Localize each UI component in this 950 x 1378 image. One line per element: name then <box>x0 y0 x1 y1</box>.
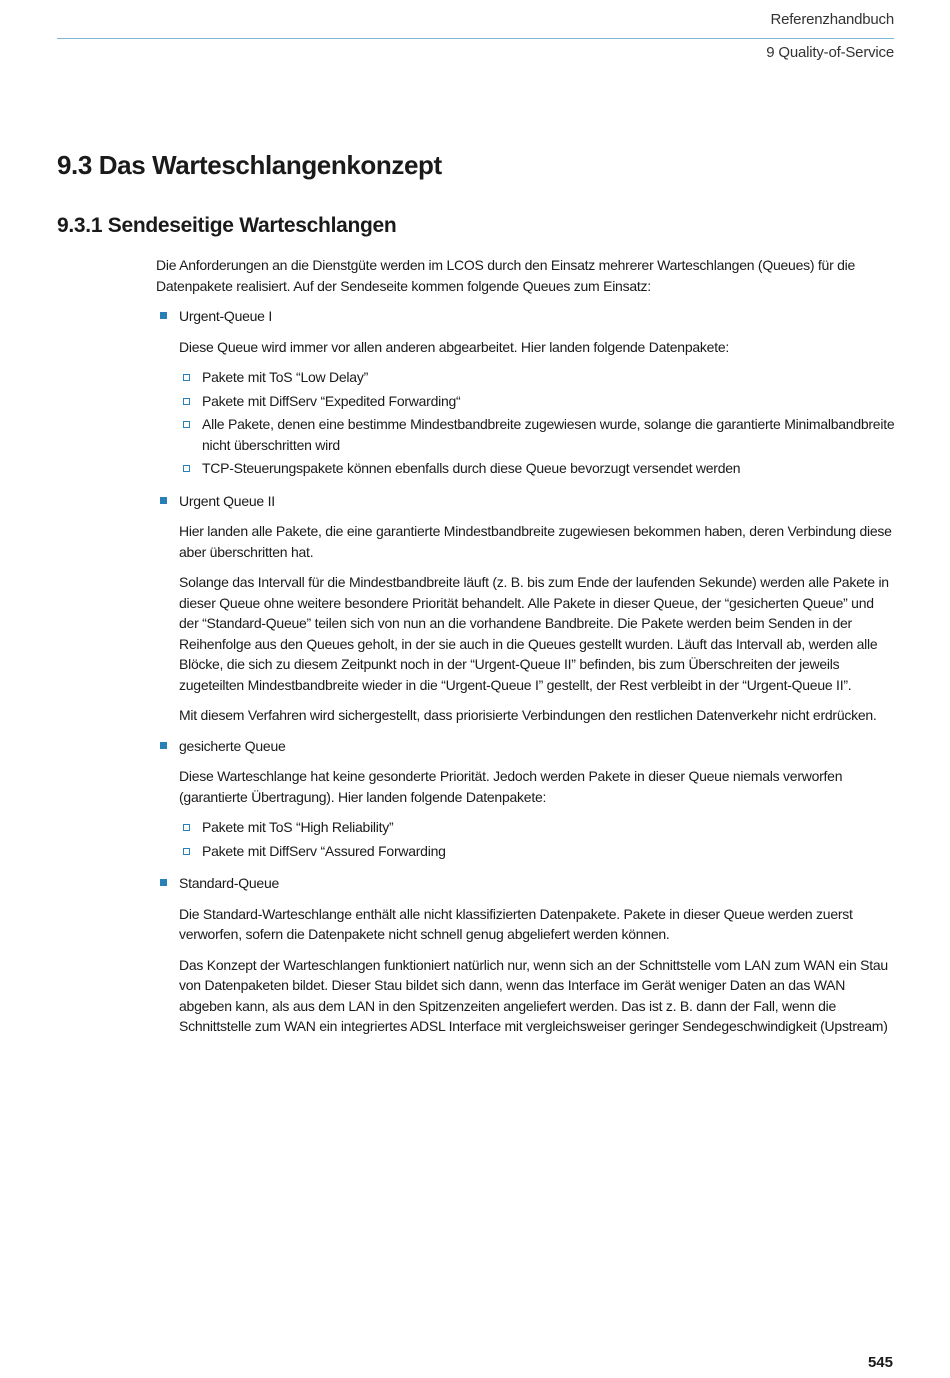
square-bullet-icon <box>160 742 167 749</box>
header-chapter: 9 Quality-of-Service <box>766 44 894 61</box>
intro-paragraph: Die Anforderungen an die Dienstgüte werden im LCOS durch den Einsatz mehrerer Warteschlangen (Queues) für die Datenpakete realisiert. Auf der Sendeseite kommen folgende Queues zum Einsatz: <box>156 257 856 294</box>
sub-list-item-text: TCP-Steuerungspakete können ebenfalls durch diese Queue bevorzugt versendet werden <box>202 460 741 476</box>
page-number: 545 <box>867 1354 893 1371</box>
hollow-square-bullet-icon <box>183 374 190 381</box>
queue-item-paragraph: Diese Queue wird immer vor allen anderen abgearbeitet. Hier landen folgende Datenpakete: <box>179 338 730 355</box>
sub-list-item <box>179 391 896 412</box>
header-doc-title: Referenzhandbuch <box>770 11 894 28</box>
queue-item-paragraph: Hier landen alle Pakete, die eine garantierte Mindestbandbreite zugewiesen bekommen haben, deren Verbindung diese aber überschritten hat. <box>179 523 892 560</box>
sub-list-item-text: Pakete mit DiffServ “Assured Forwarding <box>202 842 446 859</box>
queue-item-paragraph: Solange das Intervall für die Mindestbandbreite läuft (z. B. bis zum Ende der laufenden Sekunde) werden alle Pakete in dieser Queue ohne weitere besondere Priorität behandelt. Alle Pakete in dieser Queue, der “gesicherten Queue” und der “Standard-Queue” teilen sich von nun an die vorhandene Bandbreite. Die Pakete werden beim Senden in der Reihenfolge aus den Queues geholt, in der sie auch in die Queues gestellt wurden. Läuft das Intervall ab, werden alle Blöcke, die sich zu diesem Zeitpunkt noch in der “Urgent-Queue II” befinden, bis zum Überschreiten der jeweils zugeteilten Mindestbandbreite wieder in die “Urgent-Queue I” gestellt, der Rest verbleibt in der “Urgent-Queue II”. <box>179 574 889 693</box>
queue-item <box>156 491 896 726</box>
queue-item-title: Standard-Queue <box>179 875 280 891</box>
queue-item-paragraph: Mit diesem Verfahren wird sichergestellt, dass priorisierte Verbindungen den restlichen Datenverkehr nicht erdrücken. <box>179 707 877 723</box>
square-bullet-icon <box>160 497 167 504</box>
sub-list-item-text: Alle Pakete, denen eine bestimme Mindestbandbreite zugewiesen wurde, solange die garantierte Minimalbandbreite nicht überschritten wird <box>202 416 895 453</box>
queue-item <box>156 306 896 479</box>
sub-list-item <box>179 414 896 455</box>
queue-item-title: Urgent Queue II <box>179 492 275 509</box>
square-bullet-icon <box>160 879 167 886</box>
sub-list-item-text: Pakete mit ToS “Low Delay” <box>202 369 368 385</box>
queue-item-title: Urgent-Queue I <box>179 308 272 324</box>
sub-list <box>179 817 896 861</box>
section-title: 9.3 Das Warteschlangenkonzept <box>57 150 442 180</box>
sub-list <box>179 367 896 479</box>
queue-item <box>156 873 896 1037</box>
body-content <box>156 255 896 1047</box>
queue-item <box>156 736 896 862</box>
queue-item-paragraph: Die Standard-Warteschlange enthält alle nicht klassifizierten Datenpakete. Pakete in dieser Queue werden zuerst verworfen, sofern die Datenpakete nicht schnell genug abgeliefert werden können. <box>179 905 853 942</box>
hollow-square-bullet-icon <box>183 421 190 428</box>
sub-list-item-text: Pakete mit DiffServ “Expedited Forwarding“ <box>202 392 461 409</box>
hollow-square-bullet-icon <box>183 824 190 831</box>
subsection-title: 9.3.1 Sendeseitige Warteschlangen <box>57 214 397 237</box>
hollow-square-bullet-icon <box>183 465 190 472</box>
sub-list-item <box>179 817 896 838</box>
sub-list-item <box>179 367 896 388</box>
sub-list-item <box>179 841 896 862</box>
queue-item-title: gesicherte Queue <box>179 737 286 754</box>
square-bullet-icon <box>160 312 167 319</box>
header-rule <box>57 38 894 39</box>
sub-list-item-text: Pakete mit ToS “High Reliability” <box>202 819 394 835</box>
sub-list-item <box>179 458 896 479</box>
queue-item-paragraph: Diese Warteschlange hat keine gesonderte Priorität. Jedoch werden Pakete in dieser Queue niemals verworfen (garantierte Übertragung). Hier landen folgende Datenpakete: <box>179 768 843 805</box>
hollow-square-bullet-icon <box>183 398 190 405</box>
hollow-square-bullet-icon <box>183 848 190 855</box>
queue-item-paragraph: Das Konzept der Warteschlangen funktioniert natürlich nur, wenn sich an der Schnittstelle vom LAN zum WAN ein Stau von Datenpaketen bildet. Dieser Stau bildet sich dann, wenn das Interface im Gerät weniger Daten an das WAN abgeben kann, als aus dem LAN in den Spitzenzeiten angeliefert werden. Das ist z. B. dann der Fall, wenn die Schnittstelle zum WAN ein integriertes ADSL Interface mit vergleichsweiser geringer Sendegeschwindigkeit (Upstream) <box>179 956 888 1034</box>
